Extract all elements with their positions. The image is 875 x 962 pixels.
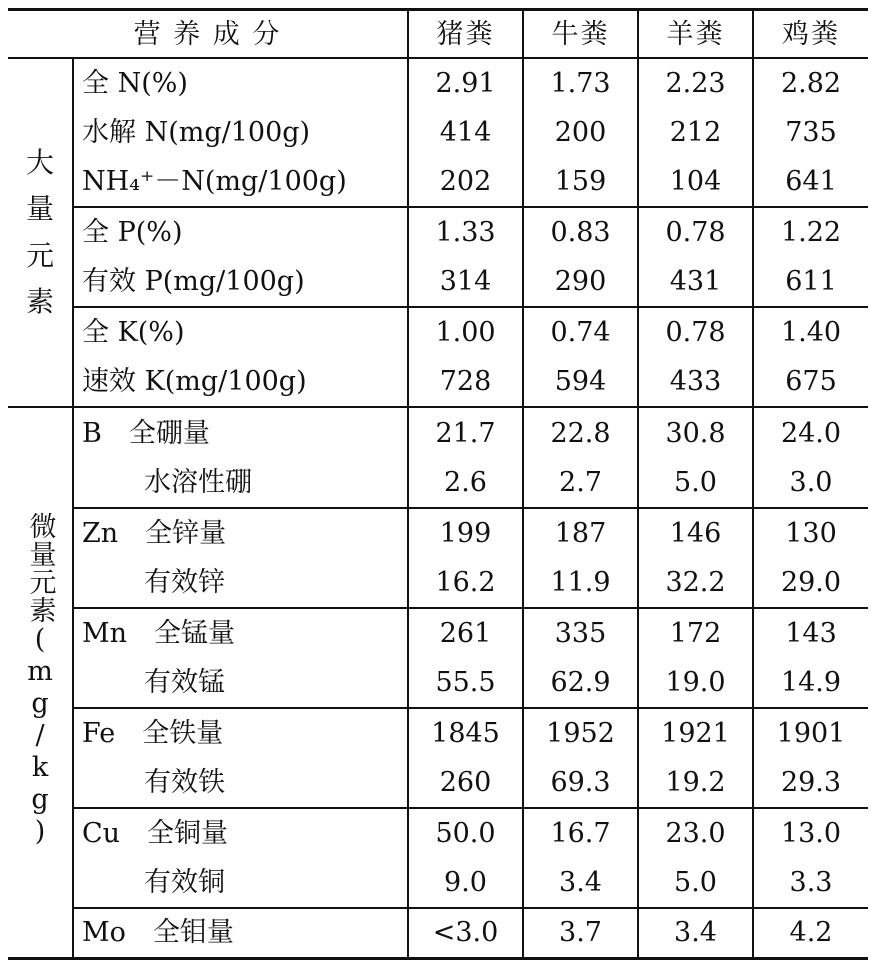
macro-row-value: 433 (638, 357, 753, 407)
micro-row-value: 30.8 (638, 407, 753, 458)
micro-row-value: 146 (638, 508, 753, 558)
header-nutrient: 营 养 成 分 (8, 10, 408, 59)
macro-row-value: 2.82 (753, 58, 868, 107)
micro-row-value: 62.9 (523, 658, 638, 708)
micro-row-value: 32.2 (638, 558, 753, 608)
macro-row-value: 594 (523, 357, 638, 407)
macro-row-value: 0.78 (638, 207, 753, 257)
micro-row-value: 19.2 (638, 758, 753, 808)
micro-row-value: 143 (753, 608, 868, 658)
table-row (8, 107, 868, 157)
micro-row-label: Zn 全锌量 (73, 508, 408, 558)
table-row (8, 808, 868, 858)
micro-row-value: 19.0 (638, 658, 753, 708)
micro-row-label: 水溶性硼 (73, 458, 408, 508)
header-col-cattle: 牛粪 (523, 10, 638, 59)
table-row (8, 658, 868, 708)
table-row (8, 458, 868, 508)
micro-row-value: 335 (523, 608, 638, 658)
macro-row-value: 212 (638, 107, 753, 157)
micro-row-label: Mn 全锰量 (73, 608, 408, 658)
macro-category-char: 元 (25, 238, 54, 272)
micro-row-value: 13.0 (753, 808, 868, 858)
micro-row-value: 69.3 (523, 758, 638, 808)
macro-row-label: 有效 P(mg/100g) (73, 257, 408, 307)
table-row (8, 307, 868, 357)
macro-category-char: 大 (25, 146, 54, 180)
table-row (8, 58, 868, 107)
macro-category-label (8, 58, 73, 407)
header-row (8, 10, 868, 59)
macro-row-label: 速效 K(mg/100g) (73, 357, 408, 407)
micro-row-value: 3.4 (523, 858, 638, 908)
micro-row-value: 1952 (523, 708, 638, 758)
macro-row-value: 728 (408, 357, 523, 407)
micro-row-value: 199 (408, 508, 523, 558)
micro-row-value: 1901 (753, 708, 868, 758)
macro-row-value: 159 (523, 157, 638, 207)
macro-row-value: 1.40 (753, 307, 868, 357)
table-row (8, 157, 868, 207)
micro-row-value: 5.0 (638, 858, 753, 908)
table-row (8, 508, 868, 558)
macro-row-value: 202 (408, 157, 523, 207)
table-row (8, 908, 868, 958)
macro-row-value: 431 (638, 257, 753, 307)
macro-row-value: 1.00 (408, 307, 523, 357)
micro-row-value: 50.0 (408, 808, 523, 858)
micro-row-value: 172 (638, 608, 753, 658)
macro-row-value: 2.23 (638, 58, 753, 107)
macro-row-label: 全 P(%) (73, 207, 408, 257)
micro-row-value: 261 (408, 608, 523, 658)
micro-row-value: 3.3 (753, 858, 868, 908)
micro-row-value: 23.0 (638, 808, 753, 858)
macro-row-value: 200 (523, 107, 638, 157)
macro-row-value: 641 (753, 157, 868, 207)
micro-category-text: 微量元素(mg/kg) (24, 511, 56, 848)
table-row (8, 858, 868, 908)
micro-row-value: 55.5 (408, 658, 523, 708)
macro-row-value: 0.74 (523, 307, 638, 357)
micro-row-value: 5.0 (638, 458, 753, 508)
macro-row-value: 414 (408, 107, 523, 157)
micro-row-value: <3.0 (408, 908, 523, 958)
micro-row-value: 3.0 (753, 458, 868, 508)
micro-row-value: 9.0 (408, 858, 523, 908)
macro-row-value: 675 (753, 357, 868, 407)
macro-row-label: 全 N(%) (73, 58, 408, 107)
micro-row-label: 有效锰 (73, 658, 408, 708)
macro-row-value: 1.22 (753, 207, 868, 257)
macro-category-stack (26, 140, 54, 325)
micro-row-value: 16.2 (408, 558, 523, 608)
macro-row-value: 314 (408, 257, 523, 307)
macro-row-label: 全 K(%) (73, 307, 408, 357)
micro-row-value: 24.0 (753, 407, 868, 458)
header-col-sheep: 羊粪 (638, 10, 753, 59)
micro-category-label (8, 407, 73, 958)
micro-row-value: 29.0 (753, 558, 868, 608)
micro-row-label: Fe 全铁量 (73, 708, 408, 758)
micro-row-value: 3.4 (638, 908, 753, 958)
table-row (8, 207, 868, 257)
table-row (8, 407, 868, 458)
macro-row-value: 1.33 (408, 207, 523, 257)
micro-row-value: 4.2 (753, 908, 868, 958)
micro-row-value: 1921 (638, 708, 753, 758)
macro-row-label: NH₄⁺－N(mg/100g) (73, 157, 408, 207)
macro-category-char: 量 (25, 192, 54, 226)
micro-row-value: 22.8 (523, 407, 638, 458)
macro-row-label: 水解 N(mg/100g) (73, 107, 408, 157)
micro-row-value: 130 (753, 508, 868, 558)
macro-row-value: 0.83 (523, 207, 638, 257)
micro-row-label: 有效锌 (73, 558, 408, 608)
macro-row-value: 611 (753, 257, 868, 307)
micro-row-label: Cu 全铜量 (73, 808, 408, 858)
table-row (8, 758, 868, 808)
micro-row-value: 2.6 (408, 458, 523, 508)
micro-row-value: 3.7 (523, 908, 638, 958)
micro-row-label: 有效铜 (73, 858, 408, 908)
table-row (8, 708, 868, 758)
micro-row-label: B 全硼量 (73, 407, 408, 458)
table-row (8, 608, 868, 658)
micro-row-label: Mo 全钼量 (73, 908, 408, 958)
micro-row-value: 14.9 (753, 658, 868, 708)
table-row (8, 558, 868, 608)
micro-row-value: 16.7 (523, 808, 638, 858)
macro-row-value: 104 (638, 157, 753, 207)
table-row (8, 257, 868, 307)
micro-row-value: 260 (408, 758, 523, 808)
header-col-chicken: 鸡粪 (753, 10, 868, 59)
macro-row-value: 2.91 (408, 58, 523, 107)
micro-row-value: 29.3 (753, 758, 868, 808)
table-row (8, 357, 868, 407)
macro-row-value: 0.78 (638, 307, 753, 357)
macro-row-value: 290 (523, 257, 638, 307)
macro-row-value: 735 (753, 107, 868, 157)
micro-row-value: 2.7 (523, 458, 638, 508)
macro-category-char: 素 (25, 284, 54, 318)
micro-row-value: 1845 (408, 708, 523, 758)
macro-row-value: 1.73 (523, 58, 638, 107)
micro-row-value: 187 (523, 508, 638, 558)
micro-row-value: 21.7 (408, 407, 523, 458)
nutrient-table (8, 8, 868, 960)
header-col-pig: 猪粪 (408, 10, 523, 59)
micro-row-label: 有效铁 (73, 758, 408, 808)
micro-row-value: 11.9 (523, 558, 638, 608)
